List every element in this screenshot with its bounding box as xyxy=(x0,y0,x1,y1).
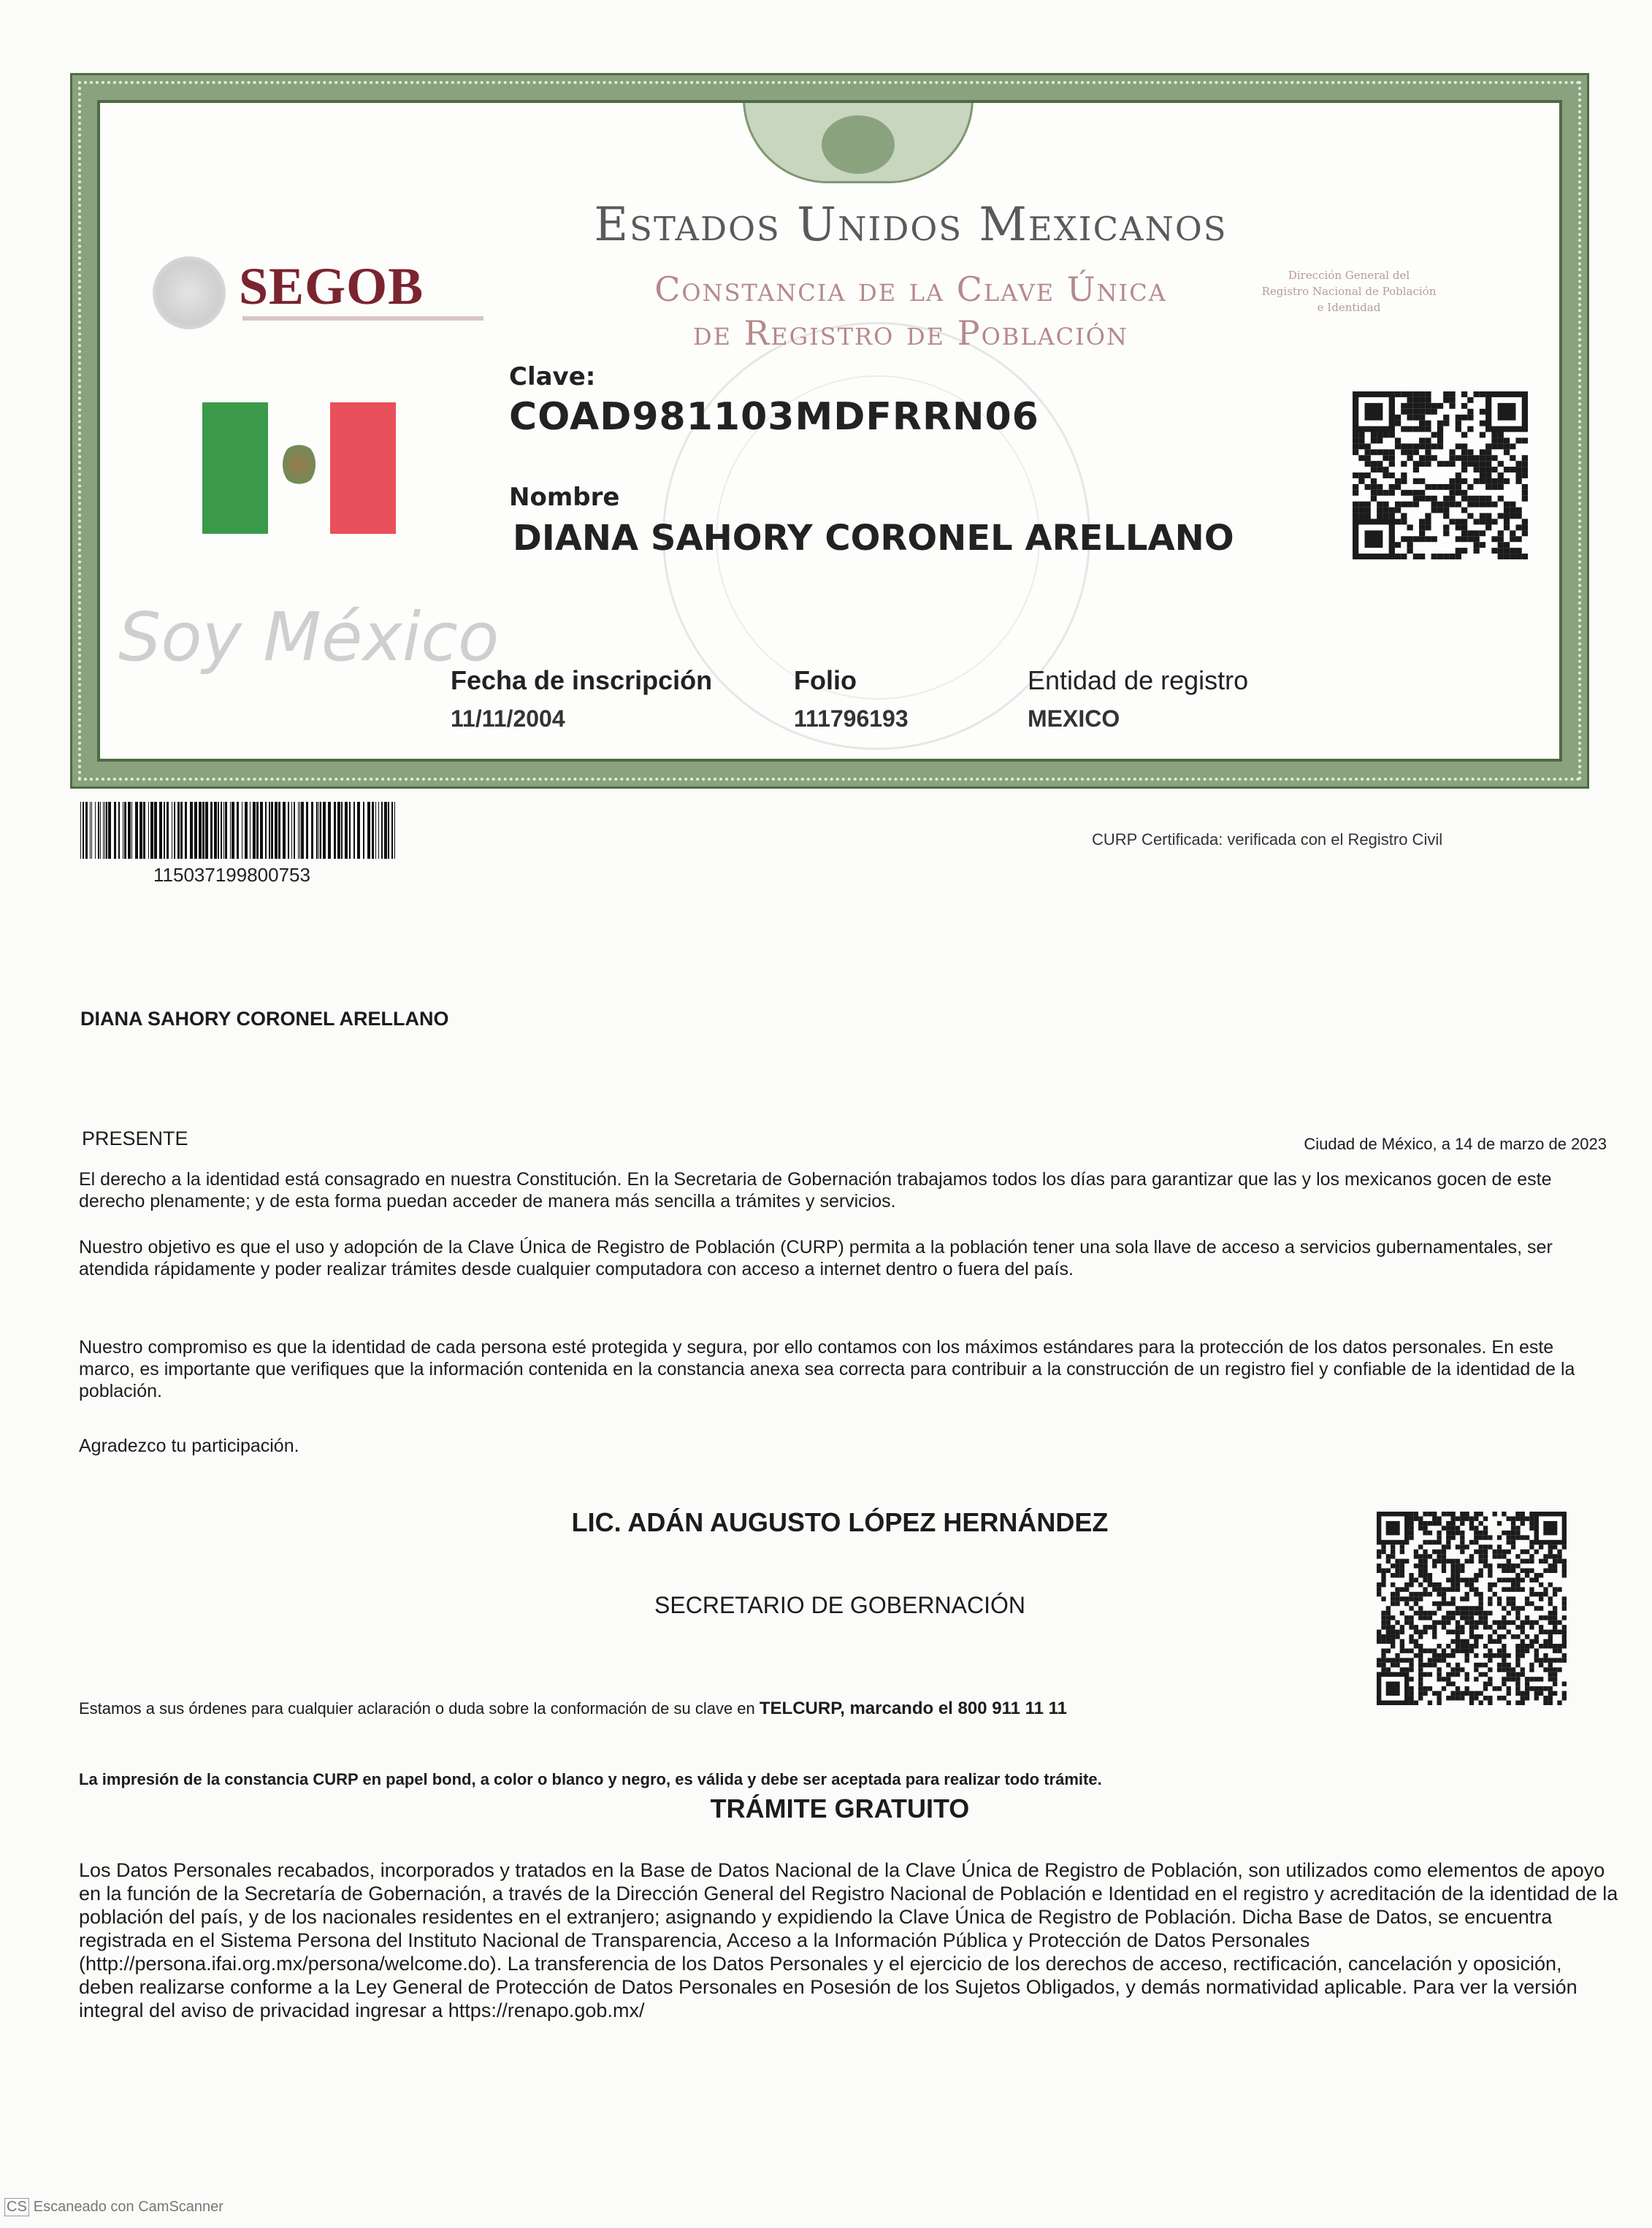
fecha-inscripcion-label: Fecha de inscripción xyxy=(451,665,713,695)
direction-line1: Dirección General del xyxy=(1288,269,1410,282)
print-validity-note: La impresión de la constancia CURP en papel bond, a color o blanco y negro, es válida y debe ser aceptada para realizar todo trámite. xyxy=(79,1770,1102,1788)
telcurp-text: Estamos a sus órdenes para cualquier aclaración o duda sobre la conformación de su clave en xyxy=(79,1699,760,1718)
slogan: Soy México xyxy=(118,598,500,676)
entidad-registro-value: MEXICO xyxy=(1028,705,1120,732)
country-title: Estados Unidos Mexicanos xyxy=(594,198,1228,252)
segob-subtitle-rule xyxy=(242,316,483,321)
city-date: Ciudad de México, a 14 de marzo de 2023 xyxy=(1304,1135,1607,1153)
qr-code-secondary-icon xyxy=(1377,1512,1567,1705)
signer-title: SECRETARIO DE GOBERNACIÓN xyxy=(654,1592,1025,1618)
telcurp-phone: TELCURP, marcando el 800 911 11 11 xyxy=(759,1699,1068,1718)
fecha-inscripcion-value: 11/11/2004 xyxy=(451,705,565,732)
clave-label: Clave: xyxy=(509,362,596,391)
signer-name: LIC. ADÁN AUGUSTO LÓPEZ HERNÁNDEZ xyxy=(571,1507,1109,1537)
camscanner-logo-icon: CS xyxy=(4,2198,29,2216)
addressee: DIANA SAHORY CORONEL ARELLANO xyxy=(80,1008,449,1030)
telcurp-note xyxy=(79,1698,1067,1720)
letter-paragraph-3: Nuestro compromiso es que la identidad de cada persona esté protegida y segura, por ello contamos con los máximos estándares para la protección de los datos personales. En este marco, es importante que verifiques que la información contenida en la constancia anexa sea correcta para contribuir a la construcción de un registro fiel y confiable de la identidad de la población. xyxy=(79,1337,1575,1401)
document-title xyxy=(509,267,1312,355)
curp-certified-note: CURP Certificada: verificada con el Registro Civil xyxy=(1092,830,1443,849)
folio-label: Folio xyxy=(794,665,857,695)
national-crest-emblem xyxy=(743,100,974,183)
barcode-icon xyxy=(80,802,396,859)
nombre-label: Nombre xyxy=(509,483,620,512)
letter-paragraph-1: El derecho a la identidad está consagrado en nuestra Constitución. En la Secretaria de Gobernación trabajamos todos los días para garantizar que las y los mexicanos gocen de este derecho plenamente; y de esta forma puedan acceder de manera más sencilla a trámites y servicios. xyxy=(79,1169,1552,1211)
privacy-notice: Los Datos Personales recabados, incorporados y tratados en la Base de Datos Nacional de la Clave Única de Registro de Población, son utilizados como elementos de apoyo en la función de la Secretaría de Gobernación, a través de la Dirección General del Registro Nacional de Población e Identidad en el registro y acreditación de la identidad de la población del país, y de los nacionales residentes en el extranjero; asignando y expidiendo la Clave Única de Registro de Población. Dicha Base de Datos, se encuentra registrada en el Sistema Persona del Instituto Nacional de Transparencia, Acceso a la Información Pública y Protección de Datos Personales (http://persona.ifai.org.mx/persona/welcome.do). La transferencia de los Datos Personales y el ejercicio de los derechos de acceso, rectificación, cancelación y oposición, deben realizarse conforme a la Ley General de Protección de Datos Personales en Posesión de los Sujetos Obligados, y demás normatividad aplicable. Para ver la versión integral del aviso de privacidad ingresar a https://renapo.gob.mx/ xyxy=(79,1859,1618,2021)
entidad-registro-label: Entidad de registro xyxy=(1028,665,1249,695)
segob-seal-icon xyxy=(153,256,226,329)
document-title-line1: Constancia de la Clave Única xyxy=(654,269,1167,309)
nombre-value: DIANA SAHORY CORONEL ARELLANO xyxy=(513,518,1234,559)
certificate-body xyxy=(97,100,1562,762)
camscanner-text: Escaneado con CamScanner xyxy=(33,2199,223,2215)
presente: PRESENTE xyxy=(82,1128,188,1149)
direction-name xyxy=(1203,267,1495,315)
direction-line2: Registro Nacional de Población xyxy=(1261,285,1437,298)
qr-code-icon xyxy=(1353,391,1528,559)
free-procedure-heading: TRÁMITE GRATUITO xyxy=(710,1793,970,1823)
letter-paragraph-2: Nuestro objetivo es que el uso y adopción de la Clave Única de Registro de Población (CURP) permita a la población tener una sola llave de acceso a servicios gubernamentales, ser atendida rápidamente y poder realizar trámites desde cualquier computadora con acceso a internet dentro o fuera del país. xyxy=(79,1237,1553,1279)
document-title-line2: de Registro de Población xyxy=(692,313,1129,353)
clave-value: COAD981103MDFRRN06 xyxy=(509,395,1039,439)
segob-logo: SEGOB xyxy=(239,257,424,315)
folio-value: 111796193 xyxy=(794,705,909,732)
camscanner-watermark xyxy=(4,2198,228,2216)
barcode-number: 115037199800753 xyxy=(153,864,310,886)
letter-paragraph-4: Agradezco tu participación. xyxy=(79,1436,299,1456)
mexico-flag-icon xyxy=(202,402,396,534)
direction-line3: e Identidad xyxy=(1317,301,1381,314)
certificate-frame xyxy=(70,73,1589,789)
